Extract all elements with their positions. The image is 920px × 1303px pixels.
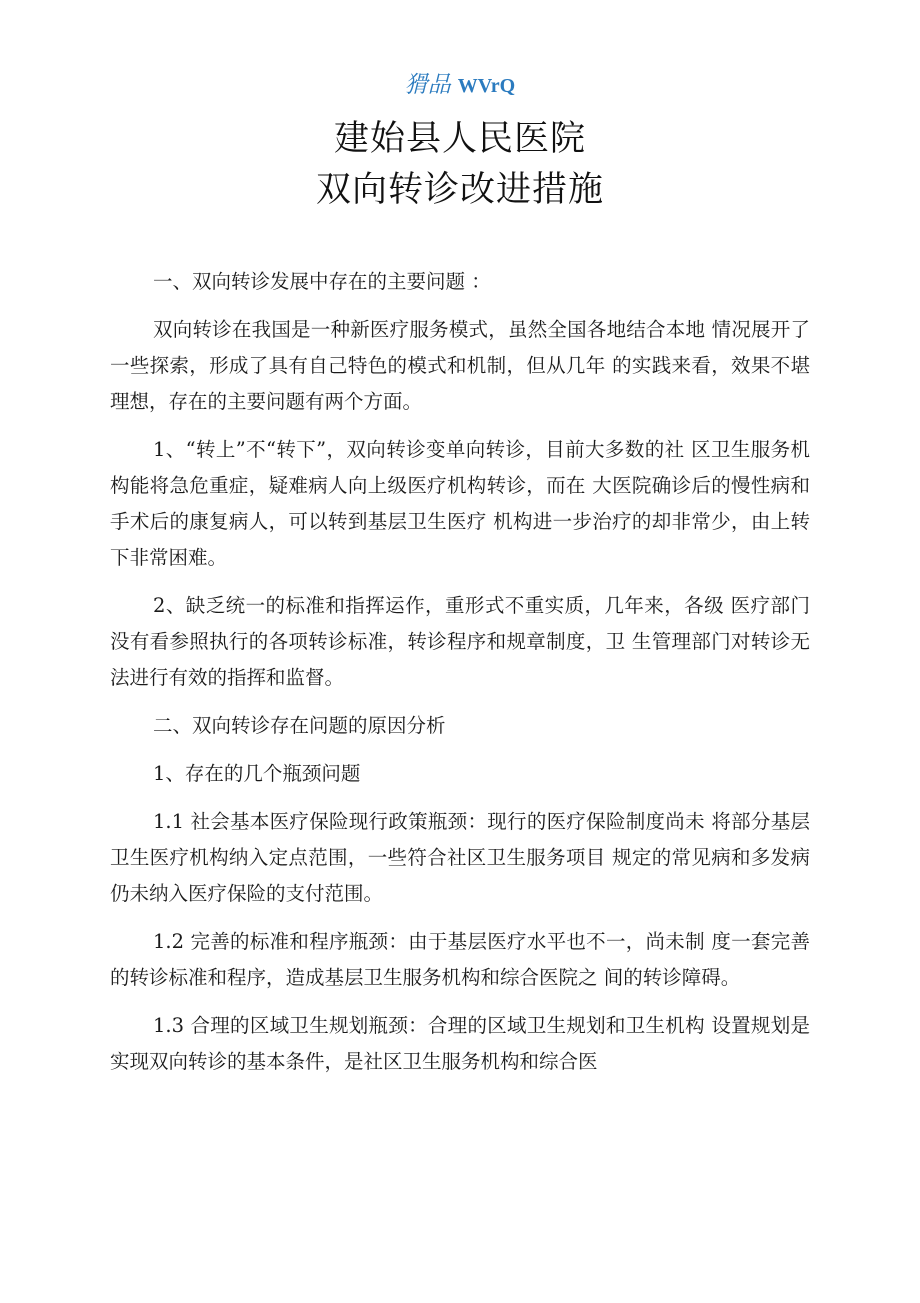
section-heading-2: 二、双向转诊存在问题的原因分析	[153, 714, 446, 737]
section-heading-1: 一、双向转诊发展中存在的主要问题 ：	[153, 270, 491, 293]
paragraph-point-1: 1、“转上”不“转下”，双向转诊变单向转诊，目前大多数的社 区卫生服务机构能将急危重症，疑难病人向上级医疗机构转诊，而在 大医院确诊后的慢性病和手术后的康复病人，可以转到基层卫生医疗 机构进一步治疗的却非常少，由上转下非常困难。	[110, 438, 810, 569]
document-title-line1: 建始县人民医院	[333, 119, 586, 159]
document-title-line2: 双向转诊改进措施	[315, 170, 604, 210]
paragraph-1-2: 1.2 完善的标准和程序瓶颈：由于基层医疗水平也不一，尚未制 度一套完善的转诊标准和程序，造成基层卫生服务机构和综合医院之 间的转诊障碍。	[110, 930, 810, 989]
document-body	[110, 264, 810, 1092]
watermark	[0, 70, 920, 101]
paragraph-1-3: 1.3 合理的区域卫生规划瓶颈：合理的区域卫生规划和卫生机构 设置规划是实现双向转诊的基本条件，是社区卫生服务机构和综合医	[110, 1014, 810, 1073]
paragraph-1-1: 1.1 社会基本医疗保险现行政策瓶颈：现行的医疗保险制度尚未 将部分基层卫生医疗机构纳入定点范围，一些符合社区卫生服务项目 规定的常见病和多发病仍未纳入医疗保险的支付范围。	[110, 810, 810, 905]
subsection-heading-1: 1、存在的几个瓶颈问题	[153, 762, 361, 785]
paragraph-point-2: 2、缺乏统一的标准和指挥运作，重形式不重实质，几年来，各级 医疗部门没有看参照执行的各项转诊标准，转诊程序和规章制度，卫 生管理部门对转诊无法进行有效的指挥和监督。	[110, 594, 810, 689]
watermark-cjk: 猾品	[404, 72, 451, 98]
watermark-latin: WVrQ	[457, 75, 516, 97]
paragraph-intro: 双向转诊在我国是一种新医疗服务模式，虽然全国各地结合本地 情况展开了一些探索，形成了具有自己特色的模式和机制，但从几年 的实践来看，效果不堪理想，存在的主要问题有两个方面。	[110, 318, 810, 413]
